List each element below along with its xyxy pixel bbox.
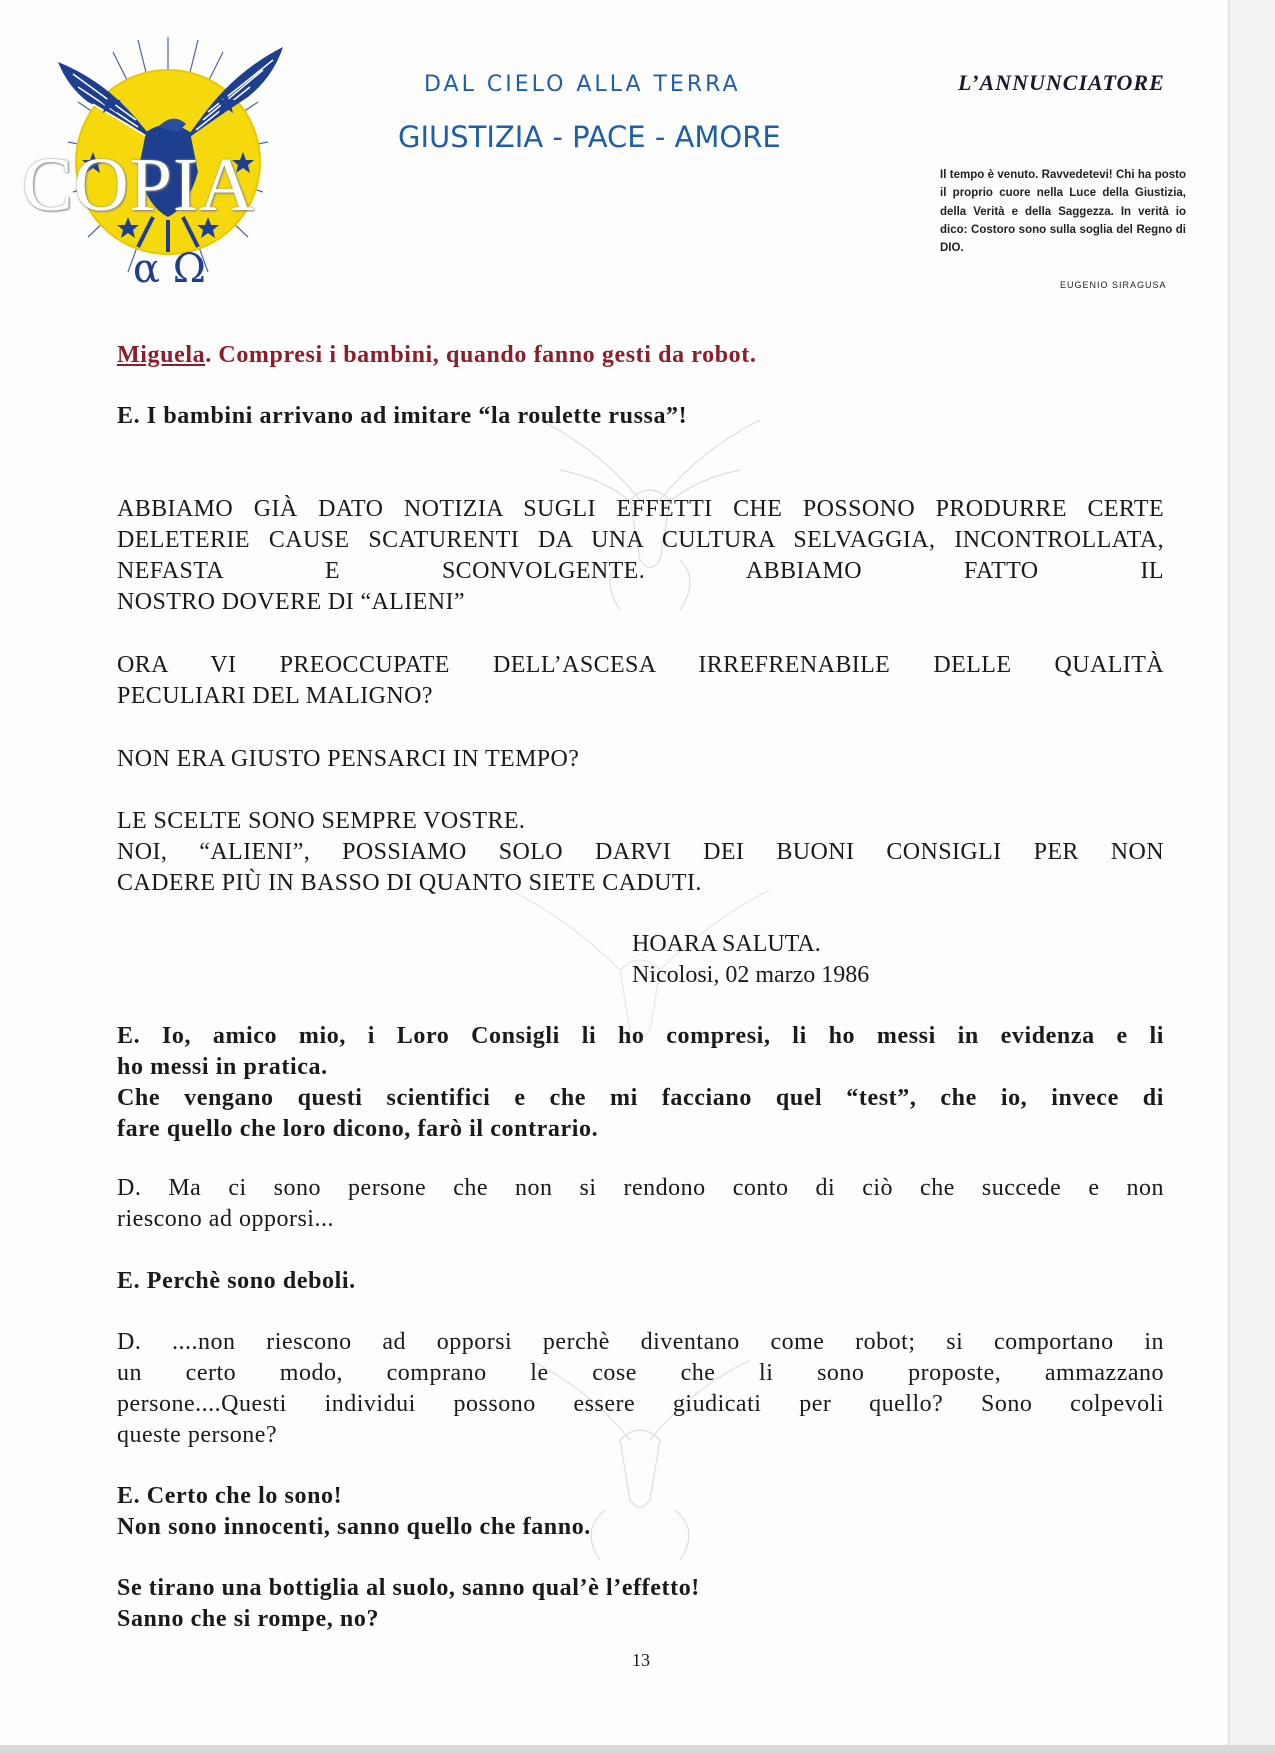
d-paragraph-1-line-1: D. Ma ci sono persone che non si rendono conto di ciò che succede e non: [117, 1175, 1164, 1201]
signature-hoara: HOARA SALUTA.: [632, 931, 821, 957]
publication-title: L’ANNUNCIATORE: [958, 70, 1165, 95]
copia-stamp: COPIA: [22, 143, 256, 227]
message-paragraph-2: ORA VI PREOCCUPATE DELL’ASCESA IRREFRENABILE DELLE QUALITÀ: [117, 652, 1164, 678]
message-question: NON ERA GIUSTO PENSARCI IN TEMPO?: [117, 746, 580, 772]
signature-place-date: Nicolosi, 02 marzo 1986: [632, 962, 870, 988]
d-paragraph-2-line-2: un certo modo, comprano le cose che li sono proposte, ammazzano: [117, 1360, 1164, 1386]
header-motto: GIUSTIZIA - PACE - AMORE: [398, 120, 781, 154]
scan-margin: [1230, 0, 1275, 1754]
message-choices: LE SCELTE SONO SEMPRE VOSTRE.: [117, 808, 526, 834]
header-tagline: DAL CIELO ALLA TERRA: [424, 72, 741, 97]
message-paragraph-2-end: PECULIARI DEL MALIGNO?: [117, 683, 433, 709]
e-line-roulette: E. I bambini arrivano ad imitare “la roulette russa”!: [117, 403, 688, 429]
e-paragraph-1-line-2: ho messi in pratica.: [117, 1054, 328, 1080]
e-line-certain: E. Certo che lo sono!: [117, 1483, 343, 1509]
d-paragraph-2-line-3: persone....Questi individui possono essere giudicati per quello? Sono colpevoli: [117, 1391, 1164, 1417]
message-aliens-advice: NOI, “ALIENI”, POSSIAMO SOLO DARVI DEI BUONI CONSIGLI PER NON: [117, 839, 1164, 865]
d-paragraph-2-line-1: D. ....non riescono ad opporsi perchè diventano come robot; si comportano in: [117, 1329, 1164, 1355]
page-number: 13: [632, 1650, 650, 1670]
message-paragraph-1: ABBIAMO GIÀ DATO NOTIZIA SUGLI EFFETTI CHE POSSONO PRODURRE CERTE DELETERIE CAUSE SCATURENTI DA UNA CULTURA SELVAGGIA, INCONTROLLATA, NEFASTA E SCONVOLGENTE. ABBIAMO FATTO IL: [117, 496, 1164, 584]
e-line-breaks: Sanno che si rompe, no?: [117, 1606, 380, 1632]
speaker-name-miguela: Miguela: [117, 342, 206, 368]
e-paragraph-1-line-1: E. Io, amico mio, i Loro Consigli li ho compresi, li ho messi in evidenza e li: [117, 1023, 1164, 1049]
e-line-bottle: Se tirano una bottiglia al suolo, sanno qual’è l’effetto!: [117, 1575, 700, 1601]
alpha-omega-symbols: α Ω: [133, 246, 206, 292]
e-line-not-innocent: Non sono innocenti, sanno quello che fanno.: [117, 1514, 591, 1540]
e-paragraph-1-line-3: Che vengano questi scientifici e che mi facciano quel “test”, che io, invece di: [117, 1085, 1164, 1111]
header-quote: Il tempo è venuto. Ravvedetevi! Chi ha posto il proprio cuore nella Luce della Giustizia, della Verità e della Saggezza. In verità io dico: Costoro sono sulla soglia del Regno di DIO.: [940, 169, 1186, 255]
quote-author: EUGENIO SIRAGUSA: [1060, 280, 1167, 290]
d-paragraph-1-line-2: riescono ad opporsi...: [117, 1206, 334, 1232]
e-paragraph-1-line-4: fare quello che loro dicono, farò il contrario.: [117, 1116, 599, 1142]
d-paragraph-2-line-4: queste persone?: [117, 1422, 278, 1448]
miguela-text: . Compresi i bambini, quando fanno gesti da robot.: [205, 342, 757, 368]
message-paragraph-1-end: NOSTRO DOVERE DI “ALIENI”: [117, 589, 465, 615]
miguela-line: [117, 340, 1164, 371]
e-line-weak: E. Perchè sono deboli.: [117, 1268, 356, 1294]
message-aliens-advice-end: CADERE PIÙ IN BASSO DI QUANTO SIETE CADUTI.: [117, 870, 702, 896]
scan-bottom-strip: [0, 1745, 1275, 1754]
